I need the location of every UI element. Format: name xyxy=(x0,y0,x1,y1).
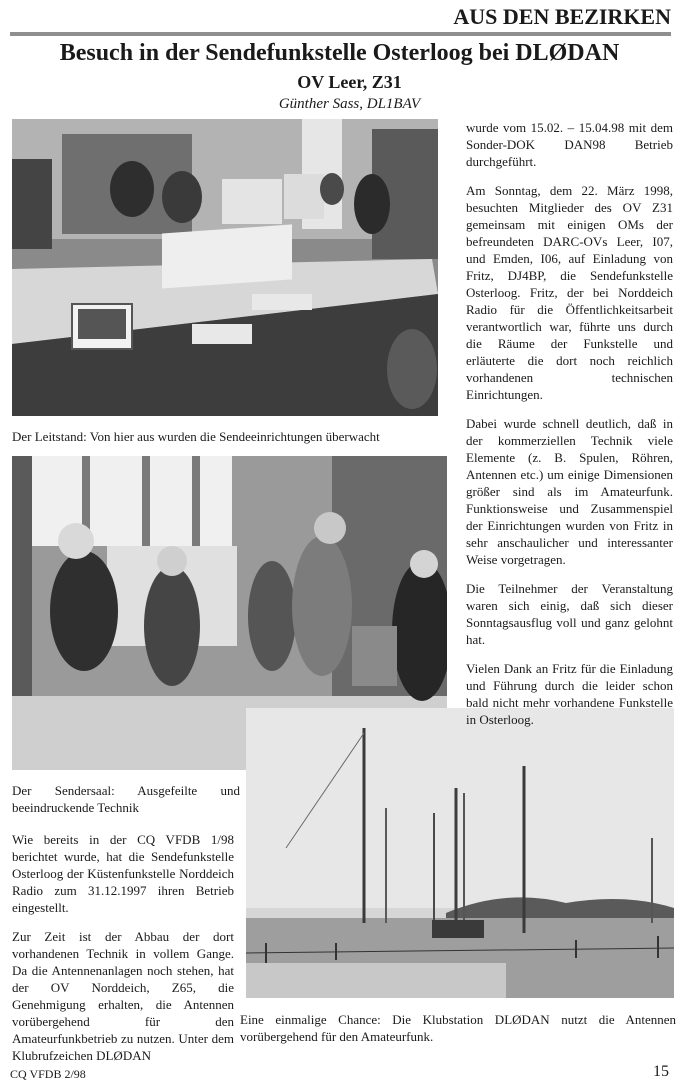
paragraph: Vielen Dank an Fritz für die Einladung und Führung durch die leider schon bald nicht mehr vorhandene Funkstelle in Osterloog. xyxy=(466,661,673,727)
left-text-column xyxy=(12,831,234,1076)
section-title: AUS DEN BEZIRKEN xyxy=(453,4,671,29)
photo-control-desk xyxy=(12,119,438,416)
article-author: Günther Sass, DL1BAV xyxy=(278,96,421,112)
page-number: 15 xyxy=(653,1063,669,1080)
paragraph: Wie bereits in der CQ VFDB 1/98 berichtet wurde, hat die Sendefunkstelle Osterloog der Küstenfunkstelle Norddeich Radio zum 31.12.1997 ihren Betrieb eingestellt. xyxy=(12,832,234,915)
paragraph: wurde vom 15.02. – 15.04.98 mit dem Sonder-DOK DAN98 Betrieb durchgeführt. xyxy=(466,120,673,169)
right-text-column xyxy=(466,119,673,740)
caption-control-desk: Der Leitstand: Von hier aus wurden die Sendeeinrichtungen überwacht xyxy=(12,429,380,444)
antenna-field-illustration xyxy=(246,708,674,998)
caption-transmitter-hall: Der Sendersaal: Ausgefeilte und beeindruckende Technik xyxy=(12,783,240,815)
photo-antennas xyxy=(246,708,674,998)
paragraph: Zur Zeit ist der Abbau der dort vorhandenen Technik in vollem Gange. Da die Antennenanlagen noch stehen, hat der OV Norddeich, Z65, die Genehmigung erhalten, die Antennen vorübergehend für den Amateurfunkbetrieb zu nutzen. Unter dem Klubrufzeichen DLØDAN xyxy=(12,929,234,1063)
paragraph: Dabei wurde schnell deutlich, daß in der kommerziellen Technik viele Elemente (z. B. Spulen, Röhren, Antennen etc.) um einige Dimensionen größer sind als im Amateurfunk. Funktionsweise und Zusammenspiel der Einrichtungen wurden von Fritz in sehr anschaulicher und interessanter Weise vorgetragen. xyxy=(466,416,673,567)
caption-antennas: Eine einmalige Chance: Die Klubstation DLØDAN nutzt die Antennen vorübergehend für den Amateurfunk. xyxy=(240,1012,676,1044)
journal-footer: CQ VFDB 2/98 xyxy=(10,1067,86,1081)
article-title: Besuch in der Sendefunkstelle Osterloog bei DLØDAN xyxy=(59,40,620,66)
section-header xyxy=(10,2,671,36)
article-subtitle: OV Leer, Z31 xyxy=(297,72,402,92)
paragraph: Am Sonntag, dem 22. März 1998, besuchten Mitglieder des OV Z31 gemeinsam mit einigen OMs der befreundeten DARC-OVs Leer, I07, und Emden, I06, auf Einladung von Fritz, DJ4BP, die Sendefunkstelle Osterloog. Fritz, der bei Norddeich Radio für die Öffentlichkeitsarbeit verantwortlich war, führte uns durch die Räume der Funkstelle und erläuterte die dort noch reichlich vorhandenen technischen Einrichtungen. xyxy=(466,183,673,402)
paragraph: Die Teilnehmer der Veranstaltung waren sich einig, daß sich dieser Sonntagsausflug voll und ganz gelohnt hat. xyxy=(466,581,673,647)
control-desk-illustration xyxy=(12,119,438,416)
